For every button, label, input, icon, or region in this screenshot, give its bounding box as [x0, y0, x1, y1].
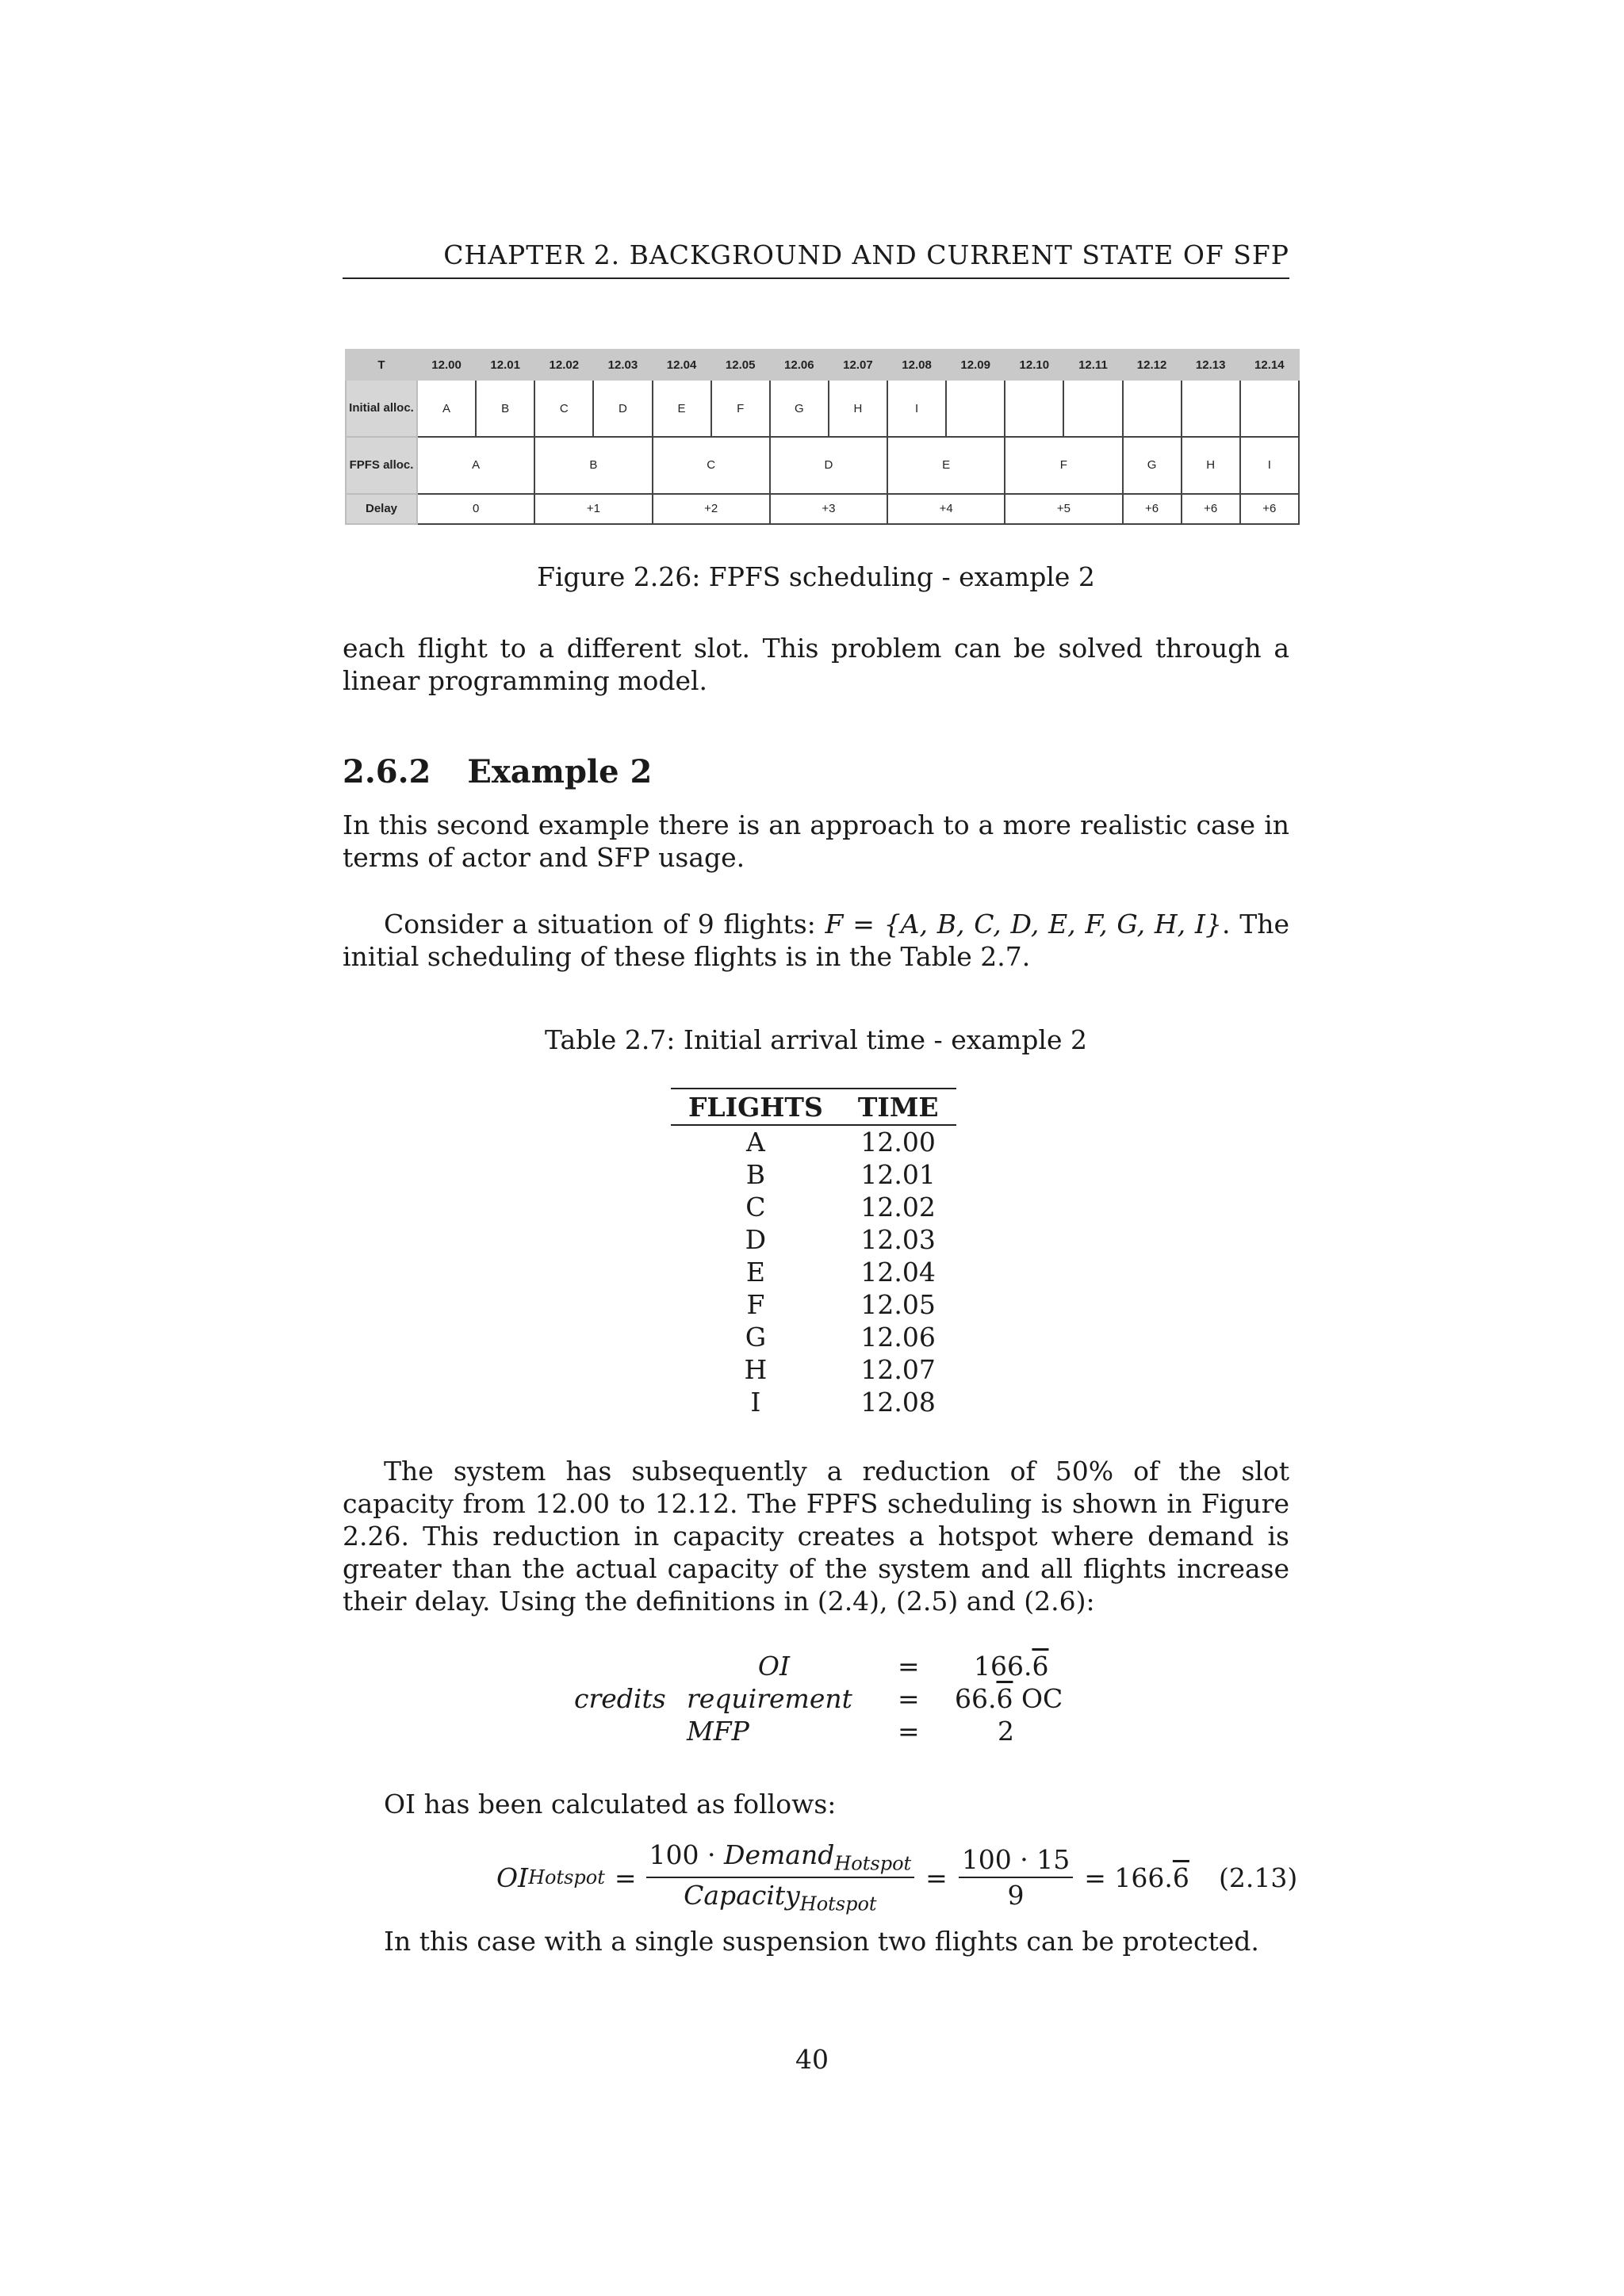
table-row — [671, 1288, 956, 1321]
section-heading — [343, 753, 652, 790]
table-row — [671, 1223, 956, 1256]
initial-cell-empty — [1123, 380, 1182, 437]
eq-num-a: 100 · — [649, 1839, 725, 1871]
col-time: TIME — [841, 1089, 956, 1125]
paragraph-flights-a: Consider a situation of 9 flights: — [384, 909, 825, 939]
flights-set-math: F = {A, B, C, D, E, F, G, H, I} — [825, 909, 1222, 939]
eq-oi-label — [687, 1651, 790, 1682]
delay-cell: +6 — [1182, 494, 1240, 524]
figure-header-label: T — [346, 350, 417, 380]
initial-cell: D — [593, 380, 652, 437]
eq-main-lhs: OI — [496, 1862, 529, 1893]
flight-cell: I — [750, 1387, 761, 1418]
initial-cell: I — [887, 380, 946, 437]
figure-initial-row — [346, 380, 1299, 437]
time-cell: 12.01 — [860, 1159, 936, 1190]
paragraph-capacity: The system has subsequently a reduction of 50% of the slot capacity from 12.00 to 12.12. The FPFS scheduling is shown in Figure 2.26. This reduction in capacity creates a hotspot where demand is greater than the actual capacity of the system and all flights increase their delay. Using the definitions in (2.4), (2.5) and (2.6): — [343, 1456, 1289, 1617]
initial-cell: A — [417, 380, 476, 437]
initial-cell-empty — [1240, 380, 1299, 437]
flight-cell: C — [745, 1192, 766, 1223]
table-row — [671, 1191, 956, 1223]
delay-cell: +6 — [1123, 494, 1182, 524]
initial-cell-empty — [1063, 380, 1122, 437]
delay-cell: +1 — [534, 494, 652, 524]
time-cell: 12.05 — [860, 1289, 936, 1320]
time-cell: 12.01 — [476, 350, 534, 380]
time-cell: 12.03 — [593, 350, 652, 380]
eq-den: Capacity — [684, 1880, 800, 1911]
time-cell: 12.09 — [946, 350, 1005, 380]
eq-den-sub: Hotspot — [799, 1892, 877, 1915]
fpfs-cell: G — [1123, 437, 1182, 494]
delay-cell: 0 — [417, 494, 534, 524]
section-title: Example 2 — [467, 753, 653, 790]
section-number: 2.6.2 — [343, 753, 431, 790]
time-cell: 12.00 — [417, 350, 476, 380]
eq-fraction-1 — [646, 1839, 915, 1915]
flight-cell: F — [746, 1289, 765, 1320]
table-row — [671, 1125, 956, 1158]
initial-cell-empty — [1005, 380, 1063, 437]
time-cell: 12.03 — [860, 1224, 936, 1255]
time-cell: 12.12 — [1123, 350, 1182, 380]
flight-cell: D — [745, 1224, 767, 1255]
table-row — [671, 1321, 956, 1353]
eq-fraction-2-num: 100 · 15 — [959, 1844, 1073, 1878]
oi-symbol: OI — [757, 1651, 790, 1682]
row-label-delay: Delay — [346, 494, 417, 524]
initial-arrival-table — [671, 1088, 956, 1418]
eq-fraction-1-den — [646, 1878, 915, 1915]
eq-result-int: = 166. — [1084, 1862, 1173, 1893]
time-cell: 12.14 — [1240, 350, 1299, 380]
figure-fpfs-row — [346, 437, 1299, 494]
flight-cell: B — [745, 1159, 766, 1190]
delay-cell: +4 — [887, 494, 1005, 524]
paragraph-continuation: each flight to a different slot. This problem can be solved through a linear programming model. — [343, 633, 1289, 696]
eq-num-b: Demand — [724, 1839, 835, 1871]
time-cell: 12.04 — [860, 1257, 936, 1288]
time-cell: 12.00 — [860, 1127, 936, 1158]
eq-result-rep: 6 — [1172, 1862, 1189, 1893]
flight-cell: H — [744, 1354, 768, 1385]
eq-mfp-label: MFP — [687, 1716, 749, 1747]
eq-num-sub: Hotspot — [834, 1853, 912, 1875]
eq-fraction-2-den: 9 — [1007, 1880, 1025, 1911]
eq-result — [1084, 1862, 1189, 1893]
delay-cell: +5 — [1005, 494, 1122, 524]
time-cell: 12.13 — [1182, 350, 1240, 380]
req-value-rep: 6 — [996, 1683, 1013, 1714]
arrival-table-header — [671, 1089, 956, 1125]
row-label-fpfs: FPFS alloc. — [346, 437, 417, 494]
fpfs-scheduling-figure — [345, 349, 1300, 525]
table-row — [671, 1158, 956, 1191]
initial-cell: E — [653, 380, 711, 437]
figure-caption: Figure 2.26: FPFS scheduling - example 2 — [537, 561, 1095, 592]
paragraph-flights — [343, 908, 1289, 973]
eq-equals-1: = — [898, 1651, 920, 1682]
row-label-initial: Initial alloc. — [346, 380, 417, 437]
fpfs-cell: B — [534, 437, 652, 494]
eq-req-value — [955, 1683, 1063, 1714]
table-row — [671, 1256, 956, 1288]
table-row — [671, 1386, 956, 1418]
req-unit: OC — [1013, 1683, 1063, 1714]
eq-fraction-2 — [959, 1844, 1073, 1911]
initial-cell: F — [711, 380, 770, 437]
fpfs-cell: E — [887, 437, 1005, 494]
initial-cell: C — [534, 380, 593, 437]
time-cell: 12.07 — [829, 350, 887, 380]
initial-cell: G — [770, 380, 829, 437]
time-cell: 12.11 — [1063, 350, 1122, 380]
table-caption: Table 2.7: Initial arrival time - example 2 — [545, 1024, 1087, 1055]
eq-equals-3: = — [898, 1716, 920, 1747]
time-cell: 12.10 — [1005, 350, 1063, 380]
fpfs-cell: D — [770, 437, 887, 494]
eq-mfp-value: 2 — [998, 1716, 1014, 1747]
delay-cell: +3 — [770, 494, 887, 524]
initial-cell: H — [829, 380, 887, 437]
flight-cell: G — [745, 1322, 767, 1353]
time-cell: 12.08 — [887, 350, 946, 380]
flight-cell: A — [745, 1127, 765, 1158]
equation-2-13 — [496, 1839, 1189, 1915]
figure-delay-row — [346, 494, 1299, 524]
eq-requirement-label: requirement — [687, 1683, 852, 1714]
paragraph-intro: In this second example there is an approach to a more realistic case in terms of actor and SFP usage. — [343, 809, 1289, 873]
eq-main-equals-2: = — [925, 1862, 948, 1893]
initial-cell-empty — [1182, 380, 1240, 437]
initial-cell-empty — [946, 380, 1005, 437]
fpfs-cell: F — [1005, 437, 1122, 494]
fpfs-cell: A — [417, 437, 534, 494]
running-title: CHAPTER 2. BACKGROUND AND CURRENT STATE OF SFP — [443, 239, 1289, 270]
delay-cell: +2 — [653, 494, 770, 524]
paragraph-flights-b: . The initial scheduling of these flights is in the Table 2.7. — [343, 909, 1290, 972]
time-cell: 12.04 — [653, 350, 711, 380]
initial-cell: B — [476, 380, 534, 437]
time-cell: 12.07 — [860, 1354, 936, 1385]
paragraph-oi-calc: OI has been calculated as follows: — [384, 1789, 837, 1820]
time-cell: 12.05 — [711, 350, 770, 380]
eq-credits-label: credits — [574, 1683, 666, 1714]
eq-equals-2: = — [898, 1683, 920, 1714]
time-cell: 12.06 — [860, 1322, 936, 1353]
table-row — [671, 1353, 956, 1386]
time-cell: 12.06 — [770, 350, 829, 380]
eq-main-lhs-sub: Hotspot — [528, 1866, 605, 1888]
time-cell: 12.02 — [860, 1192, 936, 1223]
eq-fraction-1-num — [646, 1839, 915, 1878]
time-cell: 12.08 — [860, 1387, 936, 1418]
col-flights: FLIGHTS — [671, 1089, 841, 1125]
paragraph-protection: In this case with a single suspension two flights can be protected. — [384, 1926, 1259, 1957]
flight-cell: E — [745, 1257, 765, 1288]
fpfs-cell: C — [653, 437, 770, 494]
req-value-int: 66. — [955, 1683, 997, 1714]
fpfs-cell: H — [1182, 437, 1240, 494]
fpfs-cell: I — [1240, 437, 1299, 494]
time-cell: 12.02 — [534, 350, 593, 380]
oi-value-rep: 6 — [1032, 1651, 1049, 1682]
figure-time-row — [346, 350, 1299, 380]
oi-value-int: 166. — [974, 1651, 1032, 1682]
delay-cell: +6 — [1240, 494, 1299, 524]
eq-oi-value — [974, 1651, 1048, 1682]
page-number: 40 — [795, 2044, 829, 2075]
eq-main-equals-1: = — [614, 1862, 637, 1893]
equation-number: (2.13) — [1219, 1862, 1298, 1893]
running-header — [343, 238, 1289, 279]
